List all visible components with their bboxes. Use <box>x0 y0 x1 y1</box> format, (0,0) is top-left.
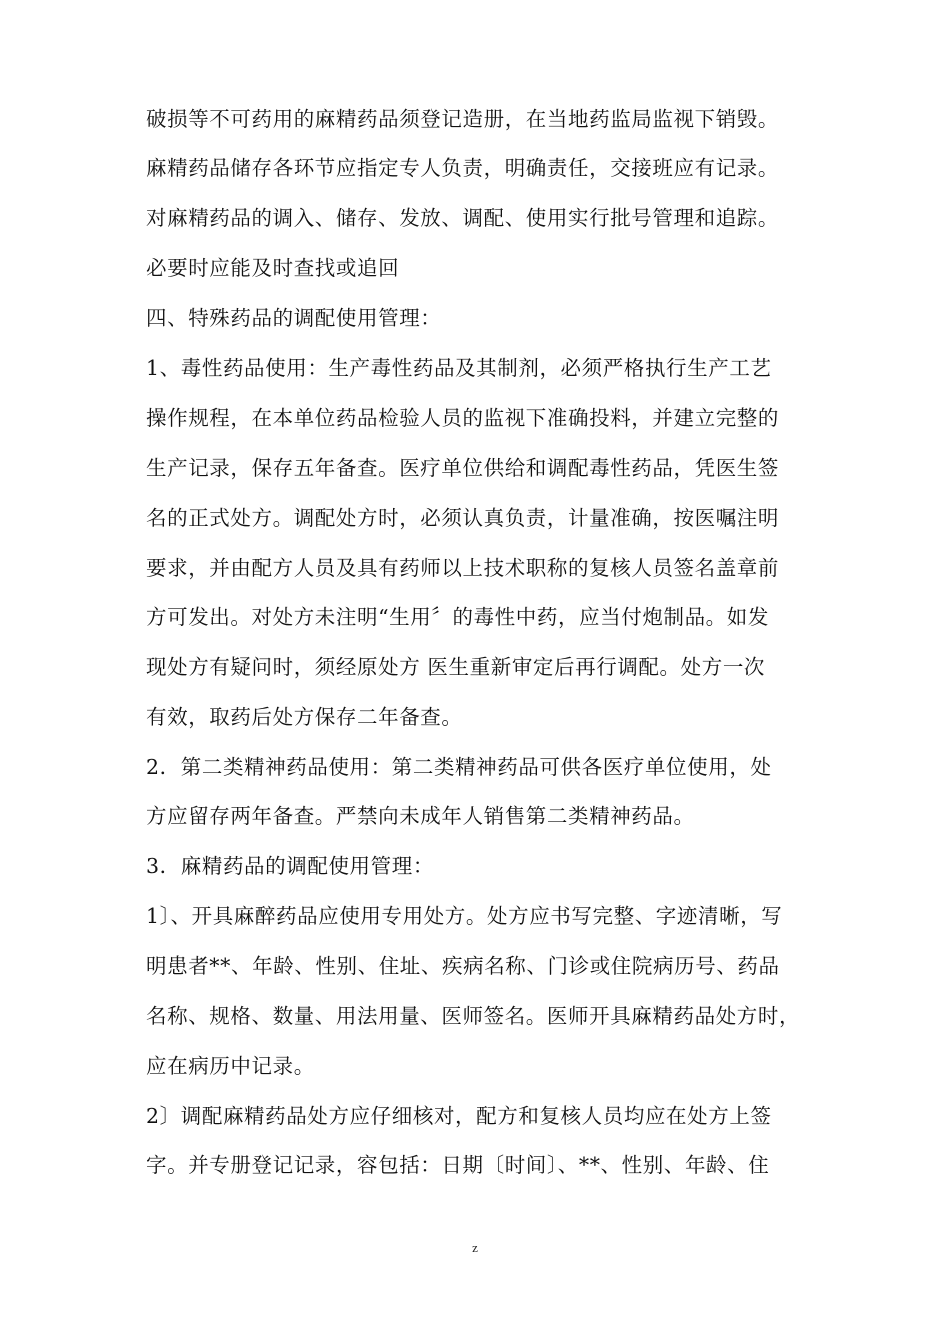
text-line: 麻精药品储存各环节应指定专人负责，明确责任，交接班应有记录。 <box>146 156 779 180</box>
text-line: 应在病历中记录。 <box>146 1054 315 1078</box>
text-line: 名称、规格、数量、用法用量、医师签名。医师开具麻精药品处方时， <box>146 1004 801 1028</box>
text-line: 方应留存两年备查。严禁向未成年人销售第二类精神药品。 <box>146 804 695 828</box>
text-line: 1〕、开具麻醉药品应使用专用处方。处方应书写完整、字迹清晰，写 <box>146 904 783 928</box>
text-line: 2〕调配麻精药品处方应仔细核对，配方和复核人员均应在处方上签 <box>146 1104 772 1128</box>
text-line: 操作规程，在本单位药品检验人员的监视下准确投料，并建立完整的 <box>146 406 779 430</box>
text-line: 名的正式处方。调配处方时，必须认真负责，计量准确，按医嘱注明 <box>146 506 779 530</box>
text-line: 2．第二类精神药品使用：第二类精神药品可供各医疗单位使用，处 <box>146 755 772 779</box>
text-line: 必要时应能及时查找或追回 <box>146 256 400 280</box>
text-line: 生产记录，保存五年备查。医疗单位供给和调配毒性药品，凭医生签 <box>146 456 779 480</box>
text-line: 对麻精药品的调入、储存、发放、调配、使用实行批号管理和追踪。 <box>146 206 779 230</box>
text-line: 1、毒性药品使用：生产毒性药品及其制剂，必须严格执行生产工艺 <box>146 356 772 380</box>
page-footer: z <box>472 1240 478 1255</box>
text-line: 方可发出。对处方未注明“生用〞的毒性中药，应当付炮制品。如发 <box>146 605 769 629</box>
text-line: 明患者**、年龄、性别、住址、疾病名称、门诊或住院病历号、药品 <box>146 954 780 978</box>
text-line: 有效，取药后处方保存二年备查。 <box>146 705 463 729</box>
text-line: 要求，并由配方人员及具有药师以上技术职称的复核人员签名盖章前 <box>146 556 779 580</box>
text-line: 3．麻精药品的调配使用管理： <box>146 854 434 878</box>
text-line: 现处方有疑问时，须经原处方 医生重新审定后再行调配。处方一次 <box>146 655 766 679</box>
text-line: 破损等不可药用的麻精药品须登记造册，在当地药监局监视下销毁。 <box>146 107 779 131</box>
text-line: 字。并专册登记记录，容包括：日期〔时间〕、**、性别、年龄、住 <box>146 1153 770 1177</box>
section-heading: 四、特殊药品的调配使用管理： <box>146 306 442 330</box>
